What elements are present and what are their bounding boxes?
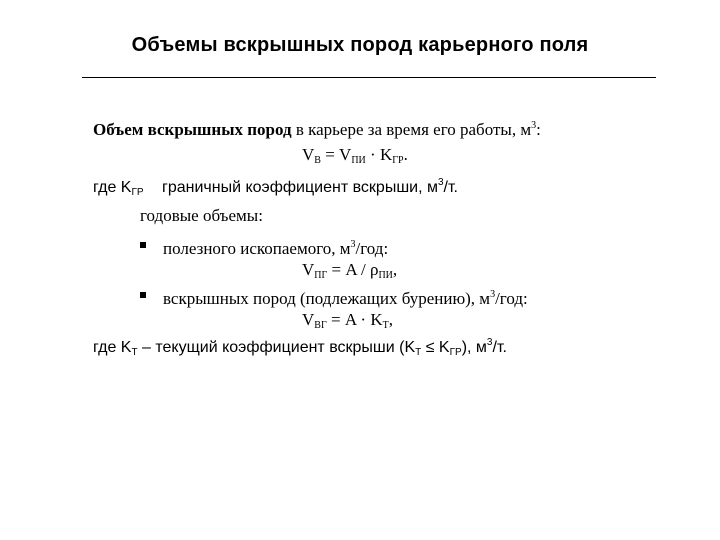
- f3-v: V: [302, 310, 315, 329]
- bullet-mineral: [163, 235, 388, 259]
- f1-v: V: [302, 145, 315, 164]
- p4-text: – текущий коэффициент вскрыши (K: [142, 339, 416, 356]
- p2-sup: 3: [437, 177, 444, 188]
- bullet-overburden: [163, 285, 528, 309]
- f2-eq: = A / ρ: [331, 260, 379, 279]
- paragraph-current-ratio: [93, 333, 507, 363]
- bullet-marker: [140, 292, 146, 298]
- f1-v2-sub: ПИ: [351, 155, 366, 166]
- b2-end: /год:: [495, 289, 528, 308]
- p2-text: граничный коэффициент вскрыши, м: [162, 179, 438, 196]
- p4-k3-sub: ГР: [449, 347, 462, 358]
- f1-v-sub: В: [314, 155, 321, 166]
- f3-v-sub: ВГ: [314, 320, 327, 331]
- p3-text: годовые объемы:: [140, 206, 263, 225]
- f3-k-sub: Т: [382, 320, 389, 331]
- b1-text: полезного ископаемого, м: [163, 239, 351, 258]
- p2-end: /т.: [443, 179, 458, 196]
- b2-text: вскрышных пород (подлежащих бурению), м: [163, 289, 491, 308]
- p4-k-sub: Т: [131, 347, 138, 358]
- f2-end: ,: [392, 260, 398, 279]
- f1-eq: = V: [325, 145, 352, 164]
- p2-k-sub: ГР: [131, 187, 144, 198]
- paragraph-annual-volumes: [140, 206, 263, 226]
- f2-v: V: [302, 260, 315, 279]
- slide-title: Объемы вскрышных пород карьерного поля: [131, 34, 589, 56]
- f3-end: ,: [388, 310, 393, 329]
- paragraph-boundary-ratio: [93, 173, 458, 203]
- b1-end: /год:: [355, 239, 389, 258]
- term-overburden-volume: Объем вскрышных пород: [93, 120, 292, 139]
- b1-sup: 3: [350, 239, 356, 250]
- b2-sup: 3: [490, 289, 496, 300]
- bullet-marker: [140, 242, 146, 248]
- formula-mineral-volume: [302, 260, 397, 286]
- f1-end: .: [403, 145, 408, 164]
- f2-rho-sub: ПИ: [378, 270, 393, 281]
- p4-end: ), м: [461, 339, 487, 356]
- p1-end: :: [536, 120, 541, 139]
- p2-where: где K: [93, 179, 132, 196]
- paragraph-total-volume: [93, 116, 541, 140]
- p4-where: где K: [93, 339, 132, 356]
- title-divider: [82, 77, 656, 78]
- f2-v-sub: ПГ: [314, 270, 328, 281]
- formula-total-volume: [302, 145, 408, 171]
- p4-k2-sub: Т: [415, 347, 422, 358]
- p4-sup: 3: [486, 337, 493, 348]
- p1-sup: 3: [531, 120, 537, 131]
- f1-k-sub: ГР: [392, 155, 404, 166]
- p1-text: в карьере за время его работы, м: [295, 120, 532, 139]
- p4-le: ≤ K: [425, 339, 450, 356]
- f1-dot: · K: [370, 145, 393, 164]
- f3-eq: = A · K: [330, 310, 383, 329]
- p4-end2: /т.: [492, 339, 507, 356]
